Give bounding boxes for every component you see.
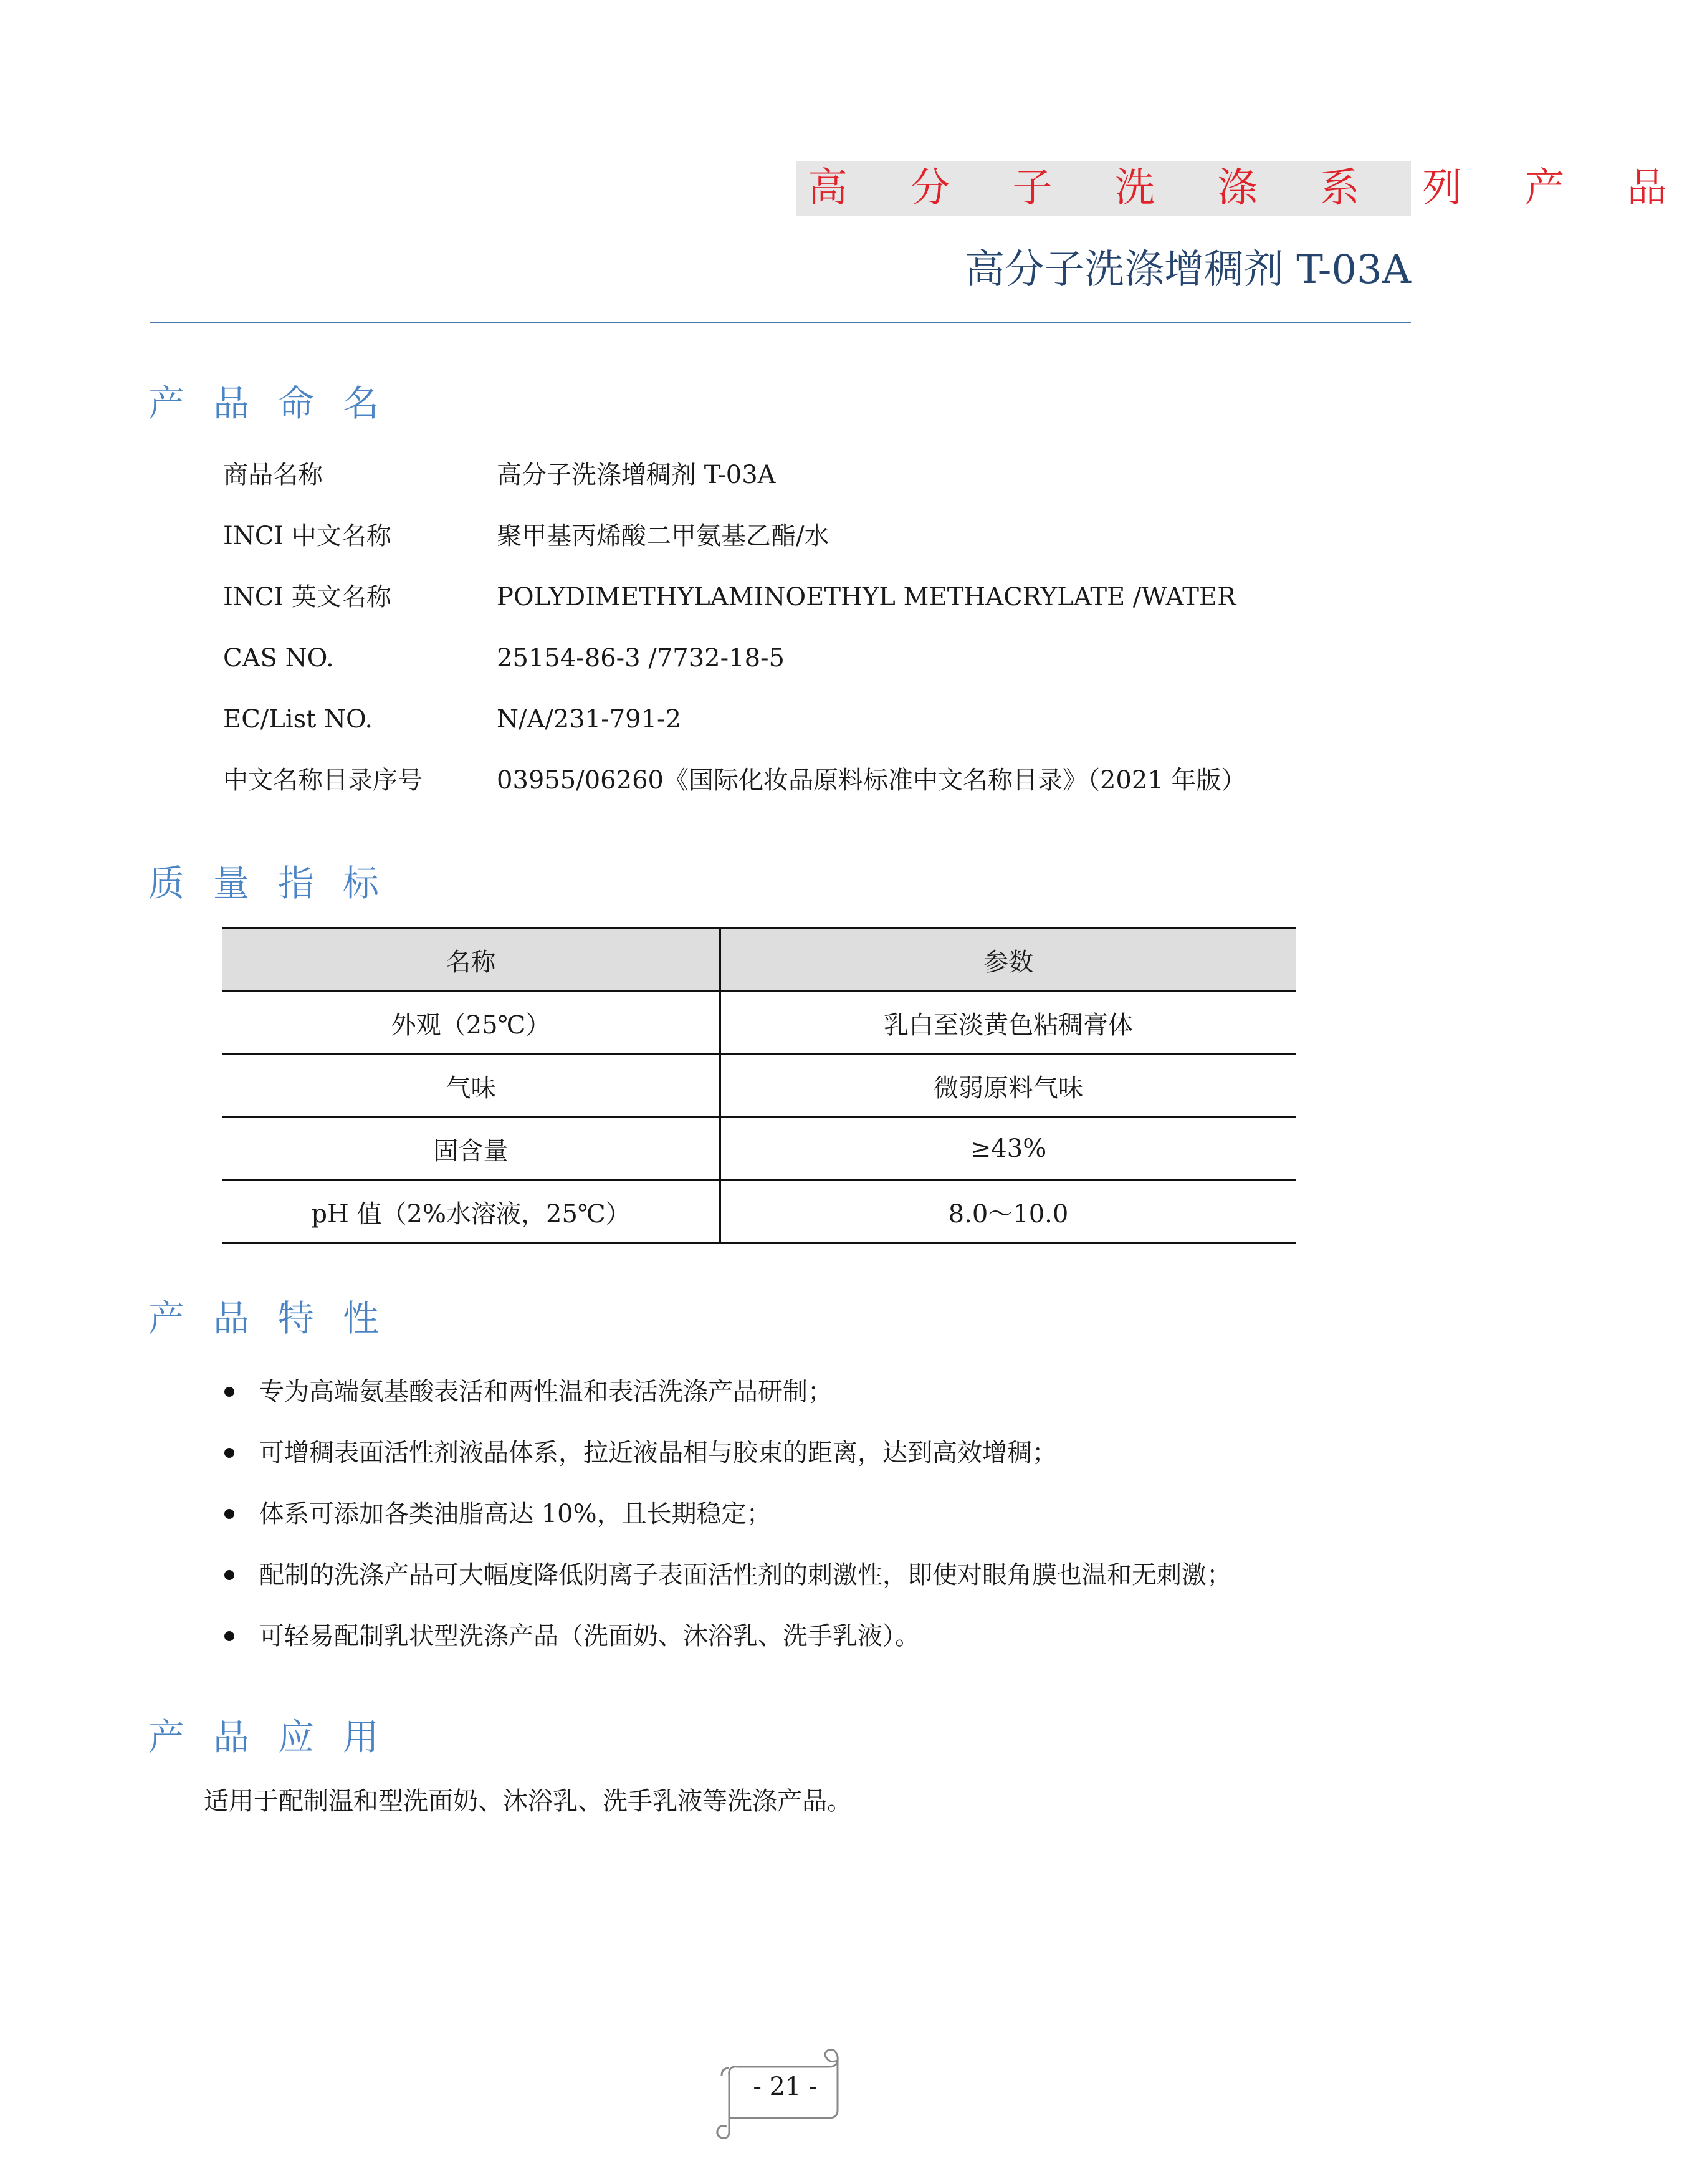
table-cell-name: 外观（25℃） [222,992,720,1055]
list-item [224,1614,1231,1675]
naming-value-ec: N/A/231-791-2 [497,705,682,734]
section-heading-application: 产品应用 [148,1716,408,1758]
bullet-icon [224,1448,234,1458]
table-cell-value: 8.0～10.0 [720,1181,1296,1243]
bullet-icon [224,1631,234,1641]
table-cell-name: pH 值（2%水溶液，25℃） [222,1181,720,1243]
naming-value-inci-en: POLYDIMETHYLAMINOETHYL METHACRYLATE /WATER [497,583,1236,611]
naming-label-catalog: 中文名称目录序号 [223,766,423,795]
application-text: 适用于配制温和型洗面奶、沐浴乳、洗手乳液等洗涤产品。 [204,1787,852,1816]
table-cell-name: 气味 [222,1055,720,1118]
feature-text: 可轻易配制乳状型洗涤产品（洗面奶、沐浴乳、洗手乳液）。 [259,1622,920,1650]
series-banner: 高 分 子 洗 涤 系 列 产 品 [796,161,1411,216]
feature-list [224,1370,1231,1675]
table-row [222,992,1296,1055]
feature-text: 配制的洗涤产品可大幅度降低阴离子表面活性剂的刺激性，即使对眼角膜也温和无刺激； [259,1561,1231,1589]
column-header-name: 名称 [222,929,720,992]
table-header-row [222,929,1296,992]
list-item [224,1431,1231,1492]
naming-label-cas: CAS NO. [223,644,334,673]
list-item [224,1553,1231,1614]
feature-text: 专为高端氨基酸表活和两性温和表活洗涤产品研制； [259,1377,833,1406]
bullet-icon [224,1509,234,1519]
bullet-icon [224,1387,234,1397]
table-row [222,1055,1296,1118]
quality-table [222,927,1296,1244]
product-title: 高分子洗涤增稠剂 T-03A [964,247,1411,293]
naming-value-cas: 25154-86-3 /7732-18-5 [497,644,785,673]
column-header-parameter: 参数 [720,929,1296,992]
naming-value-catalog: 03955/06260《国际化妆品原料标准中文名称目录》（2021 年版） [497,766,1246,795]
naming-value-inci-cn: 聚甲基丙烯酸二甲氨基乙酯/水 [497,522,829,550]
page-number: - 21 - [753,2072,818,2101]
feature-text: 可增稠表面活性剂液晶体系，拉近液晶相与胶束的距离，达到高效增稠； [259,1439,1057,1467]
bullet-icon [224,1570,234,1580]
section-heading-naming: 产品命名 [148,382,408,424]
table-row [222,1181,1296,1243]
table-cell-value: 乳白至淡黄色粘稠膏体 [720,992,1296,1055]
table-cell-value: 微弱原料气味 [720,1055,1296,1118]
section-heading-features: 产品特性 [148,1297,408,1339]
naming-label-trade-name: 商品名称 [223,461,323,489]
table-row [222,1118,1296,1181]
naming-label-inci-cn: INCI 中文名称 [223,522,391,550]
naming-label-inci-en: INCI 英文名称 [223,583,391,611]
feature-text: 体系可添加各类油脂高达 10%，且长期稳定； [259,1500,772,1528]
header-divider [150,322,1411,323]
list-item [224,1492,1231,1553]
table-cell-name: 固含量 [222,1118,720,1181]
naming-label-ec: EC/List NO. [223,705,373,734]
table-cell-value: ≥43% [720,1118,1296,1181]
section-heading-quality: 质量指标 [148,862,408,904]
list-item [224,1370,1231,1431]
naming-value-trade-name: 高分子洗涤增稠剂 T-03A [497,461,776,489]
